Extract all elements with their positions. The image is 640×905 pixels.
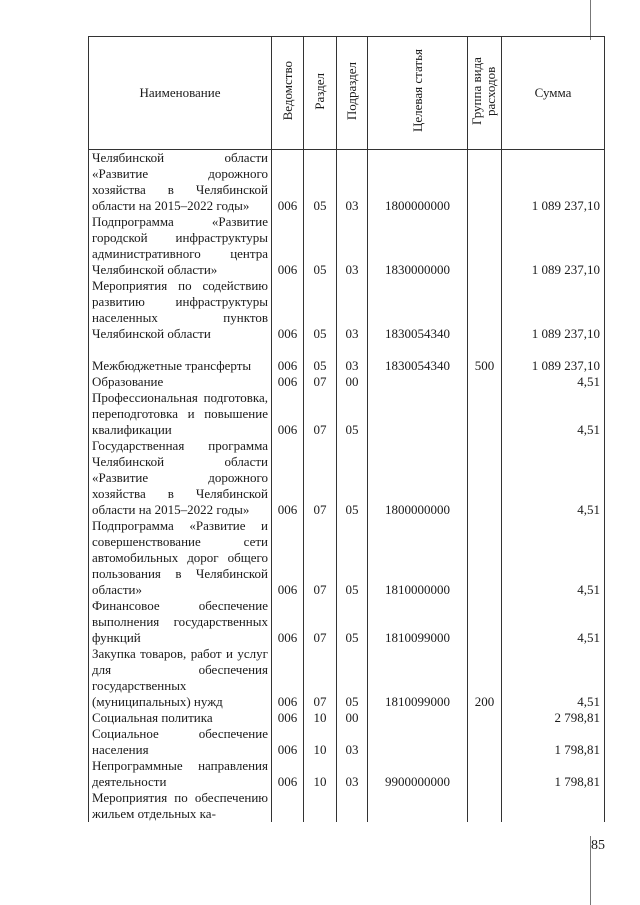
cell-target: 1830000000 <box>368 214 468 278</box>
cell-sum: 4,51 <box>502 646 605 710</box>
cell-sec: 07 <box>304 390 337 438</box>
cell-dept: 006 <box>272 598 304 646</box>
header-subsection: Подраздел <box>337 37 368 150</box>
cell-name: Социальное обеспечение населения <box>89 726 272 758</box>
table-row <box>89 518 605 598</box>
cell-dept: 006 <box>272 342 304 374</box>
cell-dept: 006 <box>272 518 304 598</box>
cell-dept: 006 <box>272 646 304 710</box>
cell-group <box>468 710 502 726</box>
cell-sub: 05 <box>337 438 368 518</box>
cell-sum: 1 089 237,10 <box>502 342 605 374</box>
cell-dept: 006 <box>272 726 304 758</box>
header-section: Раздел <box>304 37 337 150</box>
cell-dept: 006 <box>272 710 304 726</box>
cell-sub <box>337 790 368 822</box>
header-target: Целевая статья <box>368 37 468 150</box>
cell-sum: 1 798,81 <box>502 726 605 758</box>
cell-target: 1800000000 <box>368 438 468 518</box>
cell-sec: 07 <box>304 518 337 598</box>
cell-target: 1830054340 <box>368 342 468 374</box>
cell-sec: 07 <box>304 598 337 646</box>
cell-name: Мероприятия по содействию развитию инфраструктуры населенных пунктов Челябинской области <box>89 278 272 342</box>
cell-dept: 006 <box>272 374 304 390</box>
cell-group <box>468 374 502 390</box>
cell-dept: 006 <box>272 214 304 278</box>
cell-name: Подпрограмма «Развитие и совершенствование сети автомобильных дорог общего пользования в Челябинской области» <box>89 518 272 598</box>
cell-dept: 006 <box>272 278 304 342</box>
cell-target: 1830054340 <box>368 278 468 342</box>
table-row <box>89 390 605 438</box>
cell-sec: 10 <box>304 758 337 790</box>
cell-group <box>468 758 502 790</box>
cell-target <box>368 726 468 758</box>
cell-dept: 006 <box>272 390 304 438</box>
table-header-row <box>89 37 605 150</box>
cell-sub: 00 <box>337 374 368 390</box>
cell-group <box>468 790 502 822</box>
cell-sub: 03 <box>337 726 368 758</box>
cell-sum: 1 089 237,10 <box>502 278 605 342</box>
cell-name: Челябинской области «Развитие дорожного хозяйства в Челябинской области на 2015–2022 годы» <box>89 150 272 215</box>
cell-sub: 03 <box>337 758 368 790</box>
cell-name: Непрограммные направления деятельности <box>89 758 272 790</box>
cell-sec: 05 <box>304 150 337 215</box>
cell-sum: 4,51 <box>502 598 605 646</box>
table-row <box>89 758 605 790</box>
table-row <box>89 214 605 278</box>
cell-dept: 006 <box>272 438 304 518</box>
cell-sum: 1 798,81 <box>502 758 605 790</box>
cell-dept: 006 <box>272 150 304 215</box>
cell-sub: 03 <box>337 214 368 278</box>
table-row <box>89 726 605 758</box>
cell-name: Закупка товаров, работ и услуг для обеспечения государственных (муниципальных) нужд <box>89 646 272 710</box>
cell-sum: 4,51 <box>502 374 605 390</box>
header-dept: Ведомство <box>272 37 304 150</box>
cell-sum: 1 089 237,10 <box>502 214 605 278</box>
cell-group <box>468 518 502 598</box>
cell-sum: 2 798,81 <box>502 710 605 726</box>
cell-group: 500 <box>468 342 502 374</box>
cell-sec: 10 <box>304 710 337 726</box>
cell-target: 1810099000 <box>368 598 468 646</box>
cell-sec: 10 <box>304 726 337 758</box>
cell-dept: 006 <box>272 758 304 790</box>
table-row <box>89 150 605 215</box>
cell-name: Социальная политика <box>89 710 272 726</box>
header-name: Наименование <box>89 37 272 150</box>
cell-sum: 4,51 <box>502 390 605 438</box>
cell-sub: 05 <box>337 598 368 646</box>
cell-group <box>468 214 502 278</box>
cell-sum: 4,51 <box>502 518 605 598</box>
cell-sum: 1 089 237,10 <box>502 150 605 215</box>
cell-dept <box>272 790 304 822</box>
cell-group <box>468 598 502 646</box>
cell-target: 1800000000 <box>368 150 468 215</box>
table-row <box>89 710 605 726</box>
budget-table <box>88 36 605 822</box>
cell-sub: 03 <box>337 278 368 342</box>
header-sum: Сумма <box>502 37 605 150</box>
cell-sub: 05 <box>337 646 368 710</box>
cell-sec: 05 <box>304 278 337 342</box>
cell-sec: 07 <box>304 438 337 518</box>
cell-sub: 05 <box>337 390 368 438</box>
cell-name: Межбюджетные трансферты <box>89 342 272 374</box>
cell-sec <box>304 790 337 822</box>
cell-sec: 05 <box>304 214 337 278</box>
cell-sub: 03 <box>337 150 368 215</box>
cell-target: 1810000000 <box>368 518 468 598</box>
cell-sum <box>502 790 605 822</box>
cell-sum: 4,51 <box>502 438 605 518</box>
cell-name: Подпрограмма «Развитие городской инфраструктуры административного центра Челябинской области» <box>89 214 272 278</box>
table-row <box>89 598 605 646</box>
table-row <box>89 438 605 518</box>
cell-target: 9900000000 <box>368 758 468 790</box>
page-number: 85 <box>591 838 605 853</box>
cell-sec: 07 <box>304 646 337 710</box>
cell-name: Мероприятия по обеспечению жильем отдельных ка- <box>89 790 272 822</box>
table-body <box>89 150 605 823</box>
cell-target: 1810099000 <box>368 646 468 710</box>
cell-group <box>468 726 502 758</box>
cell-name: Профессиональная подготовка, переподготовка и повышение квалификации <box>89 390 272 438</box>
cell-sub: 05 <box>337 518 368 598</box>
cell-group <box>468 438 502 518</box>
cell-target <box>368 790 468 822</box>
cell-group <box>468 150 502 215</box>
cell-target <box>368 710 468 726</box>
table-row <box>89 342 605 374</box>
cell-target <box>368 390 468 438</box>
cell-name: Финансовое обеспечение выполнения государственных функций <box>89 598 272 646</box>
cell-group <box>468 278 502 342</box>
table-row <box>89 278 605 342</box>
cell-group: 200 <box>468 646 502 710</box>
table-row <box>89 646 605 710</box>
cell-sub: 00 <box>337 710 368 726</box>
table-row <box>89 374 605 390</box>
cell-group <box>468 390 502 438</box>
cell-sec: 07 <box>304 374 337 390</box>
cell-target <box>368 374 468 390</box>
header-group: Группа вида расходов <box>468 37 502 150</box>
cell-sec: 05 <box>304 342 337 374</box>
cell-name: Образование <box>89 374 272 390</box>
table-row <box>89 790 605 822</box>
cell-sub: 03 <box>337 342 368 374</box>
page-edge-line <box>590 0 591 40</box>
cell-name: Государственная программа Челябинской области «Развитие дорожного хозяйства в Челябинской области на 2015–2022 годы» <box>89 438 272 518</box>
